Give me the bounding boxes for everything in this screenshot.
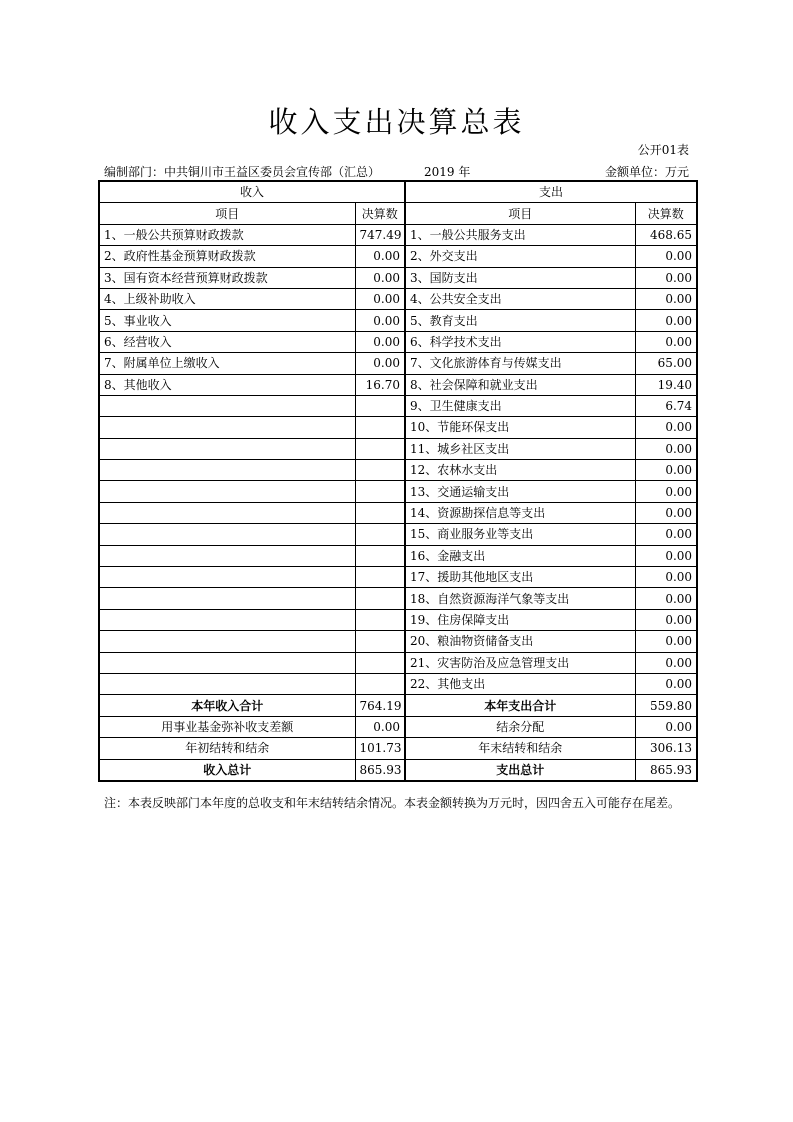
income-item-cell: 5、事业收入 xyxy=(99,310,355,331)
income-amount-cell xyxy=(355,588,405,609)
begin-balance-label: 年初结转和结余 xyxy=(99,738,355,759)
end-balance-label: 年末结转和结余 xyxy=(405,738,635,759)
expense-item-cell: 3、国防支出 xyxy=(405,267,635,288)
expense-item-cell: 1、一般公共服务支出 xyxy=(405,224,635,245)
income-item-cell xyxy=(99,545,355,566)
income-item-cell xyxy=(99,631,355,652)
table-row xyxy=(99,502,697,523)
table-row xyxy=(99,695,697,716)
table-row xyxy=(99,417,697,438)
expense-item-cell: 14、资源勘探信息等支出 xyxy=(405,502,635,523)
expense-item-cell: 21、灾害防治及应急管理支出 xyxy=(405,652,635,673)
expense-item-cell: 16、金融支出 xyxy=(405,545,635,566)
income-item-cell xyxy=(99,417,355,438)
year-label: 2019 年 xyxy=(424,165,471,179)
income-item-cell: 8、其他收入 xyxy=(99,374,355,395)
grand-expense-value: 865.93 xyxy=(635,759,697,781)
table-row xyxy=(99,567,697,588)
expense-amount-cell: 468.65 xyxy=(635,224,697,245)
income-item-cell xyxy=(99,481,355,502)
income-amount-cell: 747.49 xyxy=(355,224,405,245)
expense-amount-cell: 0.00 xyxy=(635,673,697,694)
income-amount-header: 决算数 xyxy=(355,203,405,224)
table-row xyxy=(99,588,697,609)
fund-label: 用事业基金弥补收支差额 xyxy=(99,716,355,737)
table-row xyxy=(99,738,697,759)
expense-item-cell: 19、住房保障支出 xyxy=(405,609,635,630)
income-item-cell xyxy=(99,588,355,609)
expense-amount-cell: 0.00 xyxy=(635,460,697,481)
income-item-cell xyxy=(99,609,355,630)
expense-amount-cell: 0.00 xyxy=(635,567,697,588)
table-row xyxy=(99,267,697,288)
table-row xyxy=(99,246,697,267)
expense-amount-cell: 0.00 xyxy=(635,310,697,331)
expense-amount-header: 决算数 xyxy=(635,203,697,224)
income-amount-cell xyxy=(355,502,405,523)
income-item-cell: 1、一般公共预算财政拨款 xyxy=(99,224,355,245)
income-item-cell: 4、上级补助收入 xyxy=(99,288,355,309)
table-row xyxy=(99,631,697,652)
income-item-cell xyxy=(99,395,355,416)
expense-amount-cell: 6.74 xyxy=(635,395,697,416)
income-item-cell: 6、经营收入 xyxy=(99,331,355,352)
income-item-cell xyxy=(99,460,355,481)
income-item-cell xyxy=(99,673,355,694)
summary-body xyxy=(99,695,697,781)
income-item-cell: 7、附属单位上缴收入 xyxy=(99,353,355,374)
income-amount-cell xyxy=(355,631,405,652)
income-amount-cell xyxy=(355,673,405,694)
income-item-cell xyxy=(99,438,355,459)
expense-item-cell: 9、卫生健康支出 xyxy=(405,395,635,416)
table-row xyxy=(99,524,697,545)
expense-amount-cell: 65.00 xyxy=(635,353,697,374)
income-amount-cell: 16.70 xyxy=(355,374,405,395)
expense-amount-cell: 0.00 xyxy=(635,438,697,459)
income-amount-cell xyxy=(355,438,405,459)
expense-amount-cell: 0.00 xyxy=(635,288,697,309)
income-amount-cell xyxy=(355,567,405,588)
income-item-cell: 2、政府性基金预算财政拨款 xyxy=(99,246,355,267)
fund-value: 0.00 xyxy=(355,716,405,737)
income-item-cell xyxy=(99,502,355,523)
table-row xyxy=(99,331,697,352)
table-row xyxy=(99,481,697,502)
table-row xyxy=(99,545,697,566)
expense-item-cell: 6、科学技术支出 xyxy=(405,331,635,352)
table-row xyxy=(99,288,697,309)
expense-item-cell: 7、文化旅游体育与传媒支出 xyxy=(405,353,635,374)
income-section-header: 收入 xyxy=(99,181,405,203)
income-total-label: 本年收入合计 xyxy=(99,695,355,716)
table-body xyxy=(99,224,697,695)
expense-item-cell: 20、粮油物资储备支出 xyxy=(405,631,635,652)
expense-item-cell: 4、公共安全支出 xyxy=(405,288,635,309)
table-row xyxy=(99,716,697,737)
expense-section-header: 支出 xyxy=(405,181,697,203)
meta-row xyxy=(104,163,689,179)
table-row xyxy=(99,438,697,459)
surplus-label: 结余分配 xyxy=(405,716,635,737)
income-item-cell xyxy=(99,567,355,588)
expense-amount-cell: 0.00 xyxy=(635,545,697,566)
expense-amount-cell: 0.00 xyxy=(635,331,697,352)
form-code: 公开01表 xyxy=(637,143,689,157)
table-row xyxy=(99,652,697,673)
expense-amount-cell: 0.00 xyxy=(635,246,697,267)
table-row xyxy=(99,609,697,630)
table-row xyxy=(99,673,697,694)
expense-item-header: 项目 xyxy=(405,203,635,224)
expense-item-cell: 17、援助其他地区支出 xyxy=(405,567,635,588)
expense-item-cell: 10、节能环保支出 xyxy=(405,417,635,438)
department-label: 编制部门：中共铜川市王益区委员会宣传部（汇总） xyxy=(104,165,381,179)
grand-income-label: 收入总计 xyxy=(99,759,355,781)
expense-amount-cell: 0.00 xyxy=(635,609,697,630)
table-row xyxy=(99,759,697,781)
surplus-value: 0.00 xyxy=(635,716,697,737)
expense-item-cell: 5、教育支出 xyxy=(405,310,635,331)
income-amount-cell xyxy=(355,460,405,481)
table-row xyxy=(99,460,697,481)
income-amount-cell xyxy=(355,545,405,566)
income-amount-cell xyxy=(355,524,405,545)
income-amount-cell: 0.00 xyxy=(355,310,405,331)
income-amount-cell: 0.00 xyxy=(355,331,405,352)
income-item-cell: 3、国有资本经营预算财政拨款 xyxy=(99,267,355,288)
income-item-header: 项目 xyxy=(99,203,355,224)
income-amount-cell xyxy=(355,609,405,630)
footnote: 注：本表反映部门本年度的总收支和年末结转结余情况。本表金额转换为万元时，因四舍五入可能存在尾差。 xyxy=(104,796,681,810)
expense-amount-cell: 19.40 xyxy=(635,374,697,395)
expense-item-cell: 2、外交支出 xyxy=(405,246,635,267)
expense-item-cell: 8、社会保障和就业支出 xyxy=(405,374,635,395)
table-row xyxy=(99,224,697,245)
column-header-row xyxy=(99,203,697,224)
unit-label: 金额单位：万元 xyxy=(604,165,689,179)
expense-amount-cell: 0.00 xyxy=(635,652,697,673)
table-row xyxy=(99,353,697,374)
expense-total-label: 本年支出合计 xyxy=(405,695,635,716)
table-row xyxy=(99,310,697,331)
end-balance-value: 306.13 xyxy=(635,738,697,759)
expense-amount-cell: 0.00 xyxy=(635,502,697,523)
expense-total-value: 559.80 xyxy=(635,695,697,716)
income-item-cell xyxy=(99,652,355,673)
income-amount-cell: 0.00 xyxy=(355,353,405,374)
budget-summary-table xyxy=(98,180,698,782)
expense-amount-cell: 0.00 xyxy=(635,481,697,502)
begin-balance-value: 101.73 xyxy=(355,738,405,759)
income-amount-cell xyxy=(355,481,405,502)
expense-item-cell: 22、其他支出 xyxy=(405,673,635,694)
expense-item-cell: 18、自然资源海洋气象等支出 xyxy=(405,588,635,609)
grand-income-value: 865.93 xyxy=(355,759,405,781)
income-amount-cell xyxy=(355,652,405,673)
expense-item-cell: 15、商业服务业等支出 xyxy=(405,524,635,545)
table-row xyxy=(99,395,697,416)
expense-amount-cell: 0.00 xyxy=(635,631,697,652)
expense-amount-cell: 0.00 xyxy=(635,267,697,288)
expense-item-cell: 13、交通运输支出 xyxy=(405,481,635,502)
expense-item-cell: 12、农林水支出 xyxy=(405,460,635,481)
income-total-value: 764.19 xyxy=(355,695,405,716)
expense-amount-cell: 0.00 xyxy=(635,417,697,438)
grand-expense-label: 支出总计 xyxy=(405,759,635,781)
expense-item-cell: 11、城乡社区支出 xyxy=(405,438,635,459)
expense-amount-cell: 0.00 xyxy=(635,524,697,545)
expense-amount-cell: 0.00 xyxy=(635,588,697,609)
table-row xyxy=(99,374,697,395)
section-header-row xyxy=(99,181,697,203)
income-amount-cell xyxy=(355,417,405,438)
income-amount-cell: 0.00 xyxy=(355,267,405,288)
income-item-cell xyxy=(99,524,355,545)
income-amount-cell: 0.00 xyxy=(355,246,405,267)
page-title: 收入支出决算总表 xyxy=(268,105,525,139)
income-amount-cell: 0.00 xyxy=(355,288,405,309)
income-amount-cell xyxy=(355,395,405,416)
